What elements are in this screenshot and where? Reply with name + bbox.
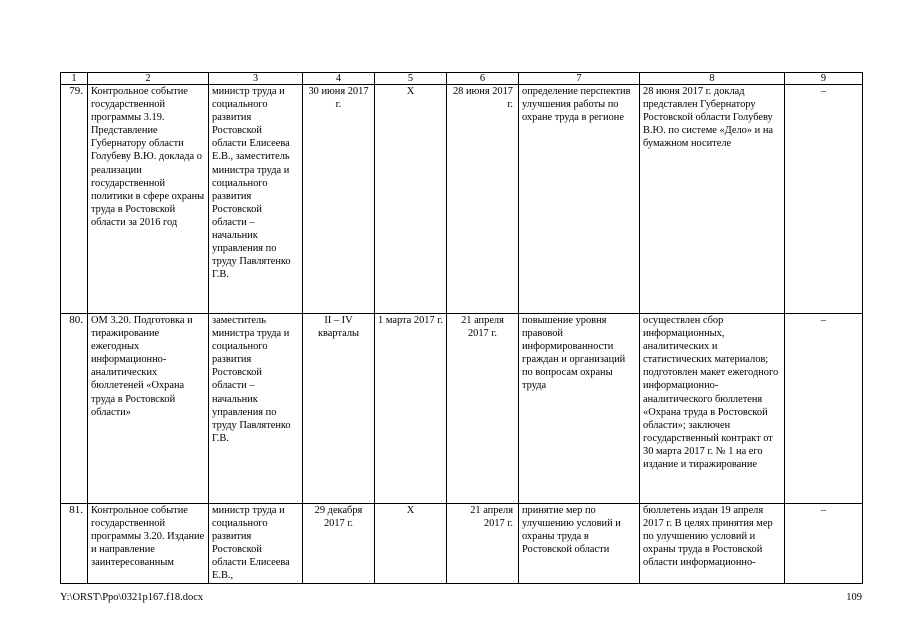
column-number: 5 bbox=[375, 73, 447, 85]
column-number: 8 bbox=[640, 73, 785, 85]
planned-date-cell: II – IV кварталы bbox=[303, 314, 375, 504]
footer-file-path: Y:\ORST\Ppo\0321p167.f18.docx bbox=[60, 592, 204, 603]
actual-result-cell: 28 июня 2017 г. доклад представлен Губернатору Ростовской области Голубеву В.Ю. по системе «Дело» и на бумажном носителе bbox=[640, 85, 785, 314]
planned-date-cell: 29 декабря 2017 г. bbox=[303, 504, 375, 584]
end-date-cell: 21 апреля 2017 г. bbox=[447, 504, 519, 584]
actual-result-cell: бюллетень издан 19 апреля 2017 г. В целях принятия мер по улучшению условий и охраны труда в Ростовской области информационно- bbox=[640, 504, 785, 584]
report-table bbox=[60, 72, 863, 584]
expected-result-cell: повышение уровня правовой информированности граждан и организаций по вопросам охраны труда bbox=[519, 314, 640, 504]
column-number: 3 bbox=[209, 73, 303, 85]
notes-cell: – bbox=[785, 314, 863, 504]
notes-cell: – bbox=[785, 85, 863, 314]
expected-result-cell: определение перспектив улучшения работы по охране труда в регионе bbox=[519, 85, 640, 314]
table-row bbox=[61, 504, 863, 584]
event-name-cell: Контрольное событие государственной программы 3.20. Издание и направление заинтересованным bbox=[88, 504, 209, 584]
column-number: 7 bbox=[519, 73, 640, 85]
expected-result-cell: принятие мер по улучшению условий и охраны труда в Ростовской области bbox=[519, 504, 640, 584]
event-name-cell: ОМ 3.20. Подготовка и тиражирование ежегодных информационно-аналитических бюллетеней «Охрана труда в Ростовской области» bbox=[88, 314, 209, 504]
actual-result-cell: осуществлен сбор информационных, аналитических и статистических материалов; подготовлен макет ежегодного информационно-аналитического бюллетеня «Охрана труда в Ростовской области»; заключен государственный контракт от 30 марта 2017 г. № 1 на его издание и тиражирование bbox=[640, 314, 785, 504]
table-row bbox=[61, 314, 863, 504]
row-number: 79. bbox=[61, 85, 88, 314]
responsible-cell: министр труда и социального развития Ростовской области Елисеева Е.В., заместитель министра труда и социального развития Ростовской области – начальник управления по труду Павлятенко Г.В. bbox=[209, 85, 303, 314]
start-date-cell: 1 марта 2017 г. bbox=[375, 314, 447, 504]
end-date-cell: 28 июня 2017 г. bbox=[447, 85, 519, 314]
planned-date-cell: 30 июня 2017 г. bbox=[303, 85, 375, 314]
start-date-cell: X bbox=[375, 85, 447, 314]
end-date-cell: 21 апреля 2017 г. bbox=[447, 314, 519, 504]
column-number: 9 bbox=[785, 73, 863, 85]
column-number: 6 bbox=[447, 73, 519, 85]
row-number: 80. bbox=[61, 314, 88, 504]
responsible-cell: министр труда и социального развития Ростовской области Елисеева Е.В., bbox=[209, 504, 303, 584]
notes-cell: – bbox=[785, 504, 863, 584]
column-number: 4 bbox=[303, 73, 375, 85]
column-number: 1 bbox=[61, 73, 88, 85]
table-row bbox=[61, 85, 863, 314]
page-number: 109 bbox=[846, 592, 862, 603]
row-number: 81. bbox=[61, 504, 88, 584]
start-date-cell: X bbox=[375, 504, 447, 584]
column-number-row bbox=[61, 73, 863, 85]
responsible-cell: заместитель министра труда и социального развития Ростовской области – начальник управления по труду Павлятенко Г.В. bbox=[209, 314, 303, 504]
column-number: 2 bbox=[88, 73, 209, 85]
event-name-cell: Контрольное событие государственной программы 3.19. Представление Губернатору области Голубеву В.Ю. доклада о реализации государственной политики в сфере охраны труда в Ростовской области за 2016 год bbox=[88, 85, 209, 314]
